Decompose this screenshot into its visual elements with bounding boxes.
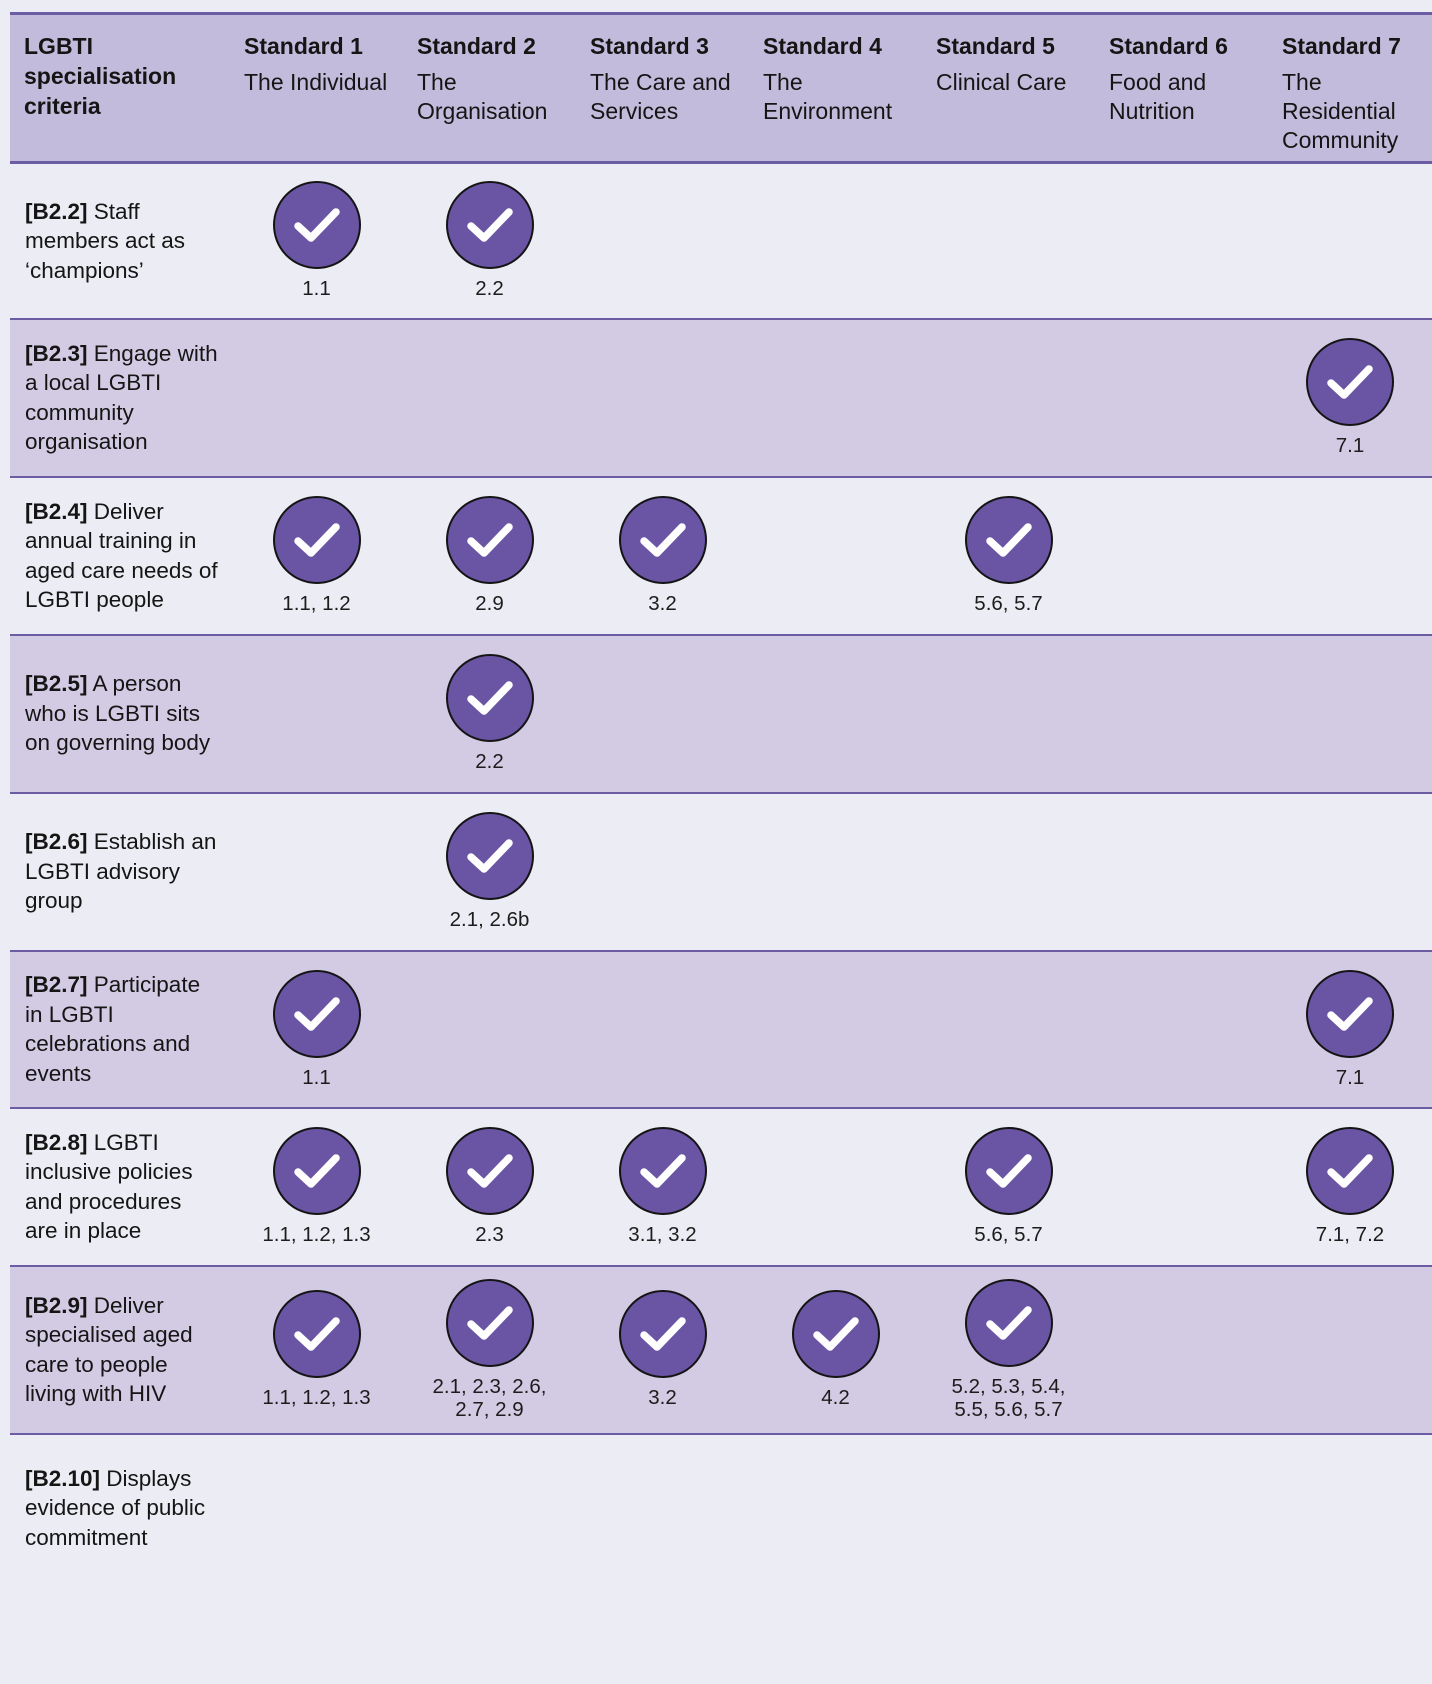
check-mark (273, 181, 361, 300)
criterion-cell (10, 319, 230, 477)
standard-1-cell (230, 477, 403, 635)
check-circle-icon (965, 496, 1053, 584)
check-mark (262, 1127, 370, 1246)
check-mark (273, 970, 361, 1089)
standard-reference: 3.2 (648, 1386, 677, 1409)
check-mark (965, 496, 1053, 615)
criterion-code: [B2.9] (25, 1292, 88, 1318)
standard-4-cell (749, 477, 922, 635)
standard-5-cell (922, 1434, 1095, 1582)
standard-6-header (1095, 14, 1268, 163)
criterion-text: Establish an LGBTI advisory group (25, 829, 217, 914)
check-mark (446, 496, 534, 615)
check-circle-icon (273, 1127, 361, 1215)
standard-3-cell (576, 951, 749, 1108)
table-body (10, 163, 1432, 1582)
criterion-cell (10, 163, 230, 319)
standard-7-cell (1268, 1434, 1432, 1582)
criterion-cell (10, 1108, 230, 1266)
standard-5-cell (922, 951, 1095, 1108)
standard-reference: 4.2 (821, 1386, 850, 1409)
table-row (10, 951, 1432, 1108)
table-row (10, 635, 1432, 793)
standard-1-cell (230, 163, 403, 319)
standard-reference: 2.9 (475, 592, 504, 615)
check-mark (446, 181, 534, 300)
standard-4-cell (749, 1434, 922, 1582)
check-circle-icon (1306, 970, 1394, 1058)
table-header (10, 14, 1432, 163)
criterion-code: [B2.8] (25, 1129, 88, 1155)
check-circle-icon (446, 1127, 534, 1215)
standard-1-cell (230, 635, 403, 793)
criterion-text: Staff members act as ‘champions’ (25, 198, 186, 283)
standard-reference: 1.1 (302, 1065, 331, 1089)
standard-7-cell (1268, 1266, 1432, 1434)
standard-2-cell (403, 635, 576, 793)
standard-reference: 2.3 (475, 1223, 504, 1246)
standard-reference: 7.1 (1335, 434, 1365, 457)
criterion-code: [B2.3] (25, 340, 88, 366)
standard-6-cell (1095, 319, 1268, 477)
standard-4-cell (749, 951, 922, 1108)
criteria-column-header (10, 14, 230, 163)
standard-6-cell (1095, 477, 1268, 635)
check-circle-icon (619, 1290, 707, 1378)
criterion-cell (10, 1266, 230, 1434)
standard-6-cell (1095, 1266, 1268, 1434)
standard-3-header (576, 14, 749, 163)
check-circle-icon (446, 654, 534, 742)
criterion-code: [B2.10] (25, 1465, 101, 1491)
standard-2-cell (403, 477, 576, 635)
criterion-code: [B2.2] (25, 198, 88, 224)
standard-3-cell (576, 1266, 749, 1434)
standard-reference: 2.2 (475, 750, 504, 773)
standard-2-cell (403, 1266, 576, 1434)
criterion-cell (10, 477, 230, 635)
standard-4-header (749, 14, 922, 163)
criteria-column-title: LGBTI specialisation criteria (24, 33, 177, 119)
criterion-code: [B2.4] (25, 498, 88, 524)
criterion-code: [B2.7] (25, 972, 88, 997)
check-circle-icon (619, 1127, 707, 1215)
standard-subtitle: Food and Nutrition (1109, 69, 1207, 124)
standard-subtitle: The Care and Services (590, 69, 731, 124)
check-mark (939, 1279, 1079, 1421)
standard-7-cell (1268, 793, 1432, 951)
standard-7-cell (1268, 1108, 1432, 1266)
criterion-cell (10, 951, 230, 1108)
check-mark (446, 654, 534, 773)
standard-3-cell (576, 319, 749, 477)
criterion-cell (10, 1434, 230, 1582)
criterion-code: [B2.5] (25, 671, 88, 697)
standard-subtitle: The Organisation (417, 69, 548, 124)
check-circle-icon (1306, 338, 1394, 426)
check-mark (446, 1127, 534, 1246)
criterion-text: LGBTI inclusive policies and procedures are in place (25, 1129, 193, 1243)
criterion-text: Deliver specialised aged care to people living with HIV (25, 1292, 193, 1406)
check-circle-icon (1306, 1127, 1394, 1215)
standard-1-cell (230, 1108, 403, 1266)
standard-1-header (230, 14, 403, 163)
standard-2-cell (403, 1434, 576, 1582)
check-mark (273, 496, 361, 615)
standard-3-cell (576, 163, 749, 319)
standard-1-cell (230, 319, 403, 477)
standard-reference: 1.1, 1.2, 1.3 (262, 1386, 371, 1409)
standard-6-cell (1095, 163, 1268, 319)
standard-reference: 7.1, 7.2 (1315, 1223, 1385, 1246)
standard-title: Standard 5 (936, 33, 1055, 59)
standard-reference: 1.1, 1.2, 1.3 (262, 1223, 371, 1246)
check-circle-icon (446, 812, 534, 900)
standard-5-header (922, 14, 1095, 163)
check-circle-icon (965, 1279, 1053, 1367)
standard-4-cell (749, 163, 922, 319)
table-row (10, 163, 1432, 319)
criteria-table (10, 12, 1432, 1582)
standard-title: Standard 6 (1109, 33, 1228, 59)
check-mark (619, 1127, 707, 1246)
standard-reference: 2.1, 2.3, 2.6, 2.7, 2.9 (432, 1374, 547, 1421)
header-row (10, 14, 1432, 163)
check-mark (420, 1279, 560, 1421)
check-mark (619, 1290, 707, 1409)
standard-subtitle: The Residential Community (1282, 69, 1399, 153)
standard-5-cell (922, 635, 1095, 793)
criterion-cell (10, 793, 230, 951)
standard-reference: 1.1, 1.2 (282, 592, 351, 615)
check-circle-icon (619, 496, 707, 584)
standard-reference: 2.2 (475, 277, 504, 301)
standard-subtitle: The Environment (763, 69, 893, 124)
standard-2-cell (403, 1108, 576, 1266)
standard-1-cell (230, 951, 403, 1108)
check-mark (262, 1290, 370, 1409)
criterion-text: Displays evidence of public commitment (25, 1465, 206, 1550)
standard-5-cell (922, 319, 1095, 477)
standard-title: Standard 4 (763, 33, 882, 59)
standard-3-cell (576, 477, 749, 635)
check-circle-icon (965, 1127, 1053, 1215)
standard-7-cell (1268, 319, 1432, 477)
check-circle-icon (273, 181, 361, 269)
table-row (10, 1108, 1432, 1266)
standard-7-cell (1268, 635, 1432, 793)
standard-5-cell (922, 477, 1095, 635)
standard-4-cell (749, 635, 922, 793)
check-circle-icon (446, 1279, 534, 1367)
standard-reference: 7.1 (1335, 1065, 1365, 1089)
standard-6-cell (1095, 635, 1268, 793)
standard-3-cell (576, 1108, 749, 1266)
standard-title: Standard 3 (590, 33, 709, 59)
standard-subtitle: The Individual (244, 69, 388, 95)
standard-5-cell (922, 1266, 1095, 1434)
standard-6-cell (1095, 1434, 1268, 1582)
standard-4-cell (749, 793, 922, 951)
standard-reference: 5.6, 5.7 (974, 592, 1043, 615)
standard-3-cell (576, 793, 749, 951)
standard-2-cell (403, 793, 576, 951)
standard-6-cell (1095, 1108, 1268, 1266)
criterion-text: Participate in LGBTI celebrations and events (25, 972, 201, 1086)
standard-title: Standard 1 (244, 33, 363, 59)
check-circle-icon (273, 496, 361, 584)
criterion-cell (10, 635, 230, 793)
standard-title: Standard 7 (1282, 33, 1401, 59)
standard-subtitle: Clinical Care (936, 69, 1067, 95)
table-row (10, 793, 1432, 951)
check-mark (1306, 338, 1394, 457)
table-row (10, 477, 1432, 635)
criterion-text: A person who is LGBTI sits on governing body (25, 671, 211, 756)
standard-2-header (403, 14, 576, 163)
standard-reference: 3.1, 3.2 (628, 1223, 697, 1246)
standard-2-cell (403, 163, 576, 319)
standard-6-cell (1095, 793, 1268, 951)
standard-reference: 3.2 (648, 592, 677, 615)
check-mark (619, 496, 707, 615)
check-circle-icon (446, 181, 534, 269)
standard-7-cell (1268, 477, 1432, 635)
check-mark (1306, 1127, 1394, 1246)
standard-2-cell (403, 319, 576, 477)
check-mark (446, 812, 534, 931)
standard-5-cell (922, 163, 1095, 319)
standard-7-cell (1268, 951, 1432, 1108)
standard-4-cell (749, 1108, 922, 1266)
table-row (10, 319, 1432, 477)
standard-reference: 5.2, 5.3, 5.4, 5.5, 5.6, 5.7 (951, 1374, 1066, 1421)
table-row (10, 1266, 1432, 1434)
standard-1-cell (230, 1434, 403, 1582)
standard-reference: 2.1, 2.6b (449, 908, 530, 931)
standard-4-cell (749, 1266, 922, 1434)
standard-5-cell (922, 1108, 1095, 1266)
criterion-text: Engage with a local LGBTI community organisation (25, 340, 218, 454)
check-mark (1306, 970, 1394, 1089)
standard-5-cell (922, 793, 1095, 951)
standard-7-cell (1268, 163, 1432, 319)
standard-reference: 1.1 (302, 277, 331, 301)
standard-reference: 5.6, 5.7 (974, 1223, 1043, 1246)
standard-6-cell (1095, 951, 1268, 1108)
standard-2-cell (403, 951, 576, 1108)
standard-7-header (1268, 14, 1432, 163)
check-circle-icon (792, 1290, 880, 1378)
check-circle-icon (446, 496, 534, 584)
check-mark (792, 1290, 880, 1409)
check-circle-icon (273, 970, 361, 1058)
check-mark (965, 1127, 1053, 1246)
standard-3-cell (576, 635, 749, 793)
table-row (10, 1434, 1432, 1582)
standard-3-cell (576, 1434, 749, 1582)
standard-1-cell (230, 793, 403, 951)
criterion-code: [B2.6] (25, 829, 88, 855)
standard-1-cell (230, 1266, 403, 1434)
check-circle-icon (273, 1290, 361, 1378)
standard-title: Standard 2 (417, 33, 536, 59)
standard-4-cell (749, 319, 922, 477)
criterion-text: Deliver annual training in aged care needs of LGBTI people (25, 498, 218, 612)
